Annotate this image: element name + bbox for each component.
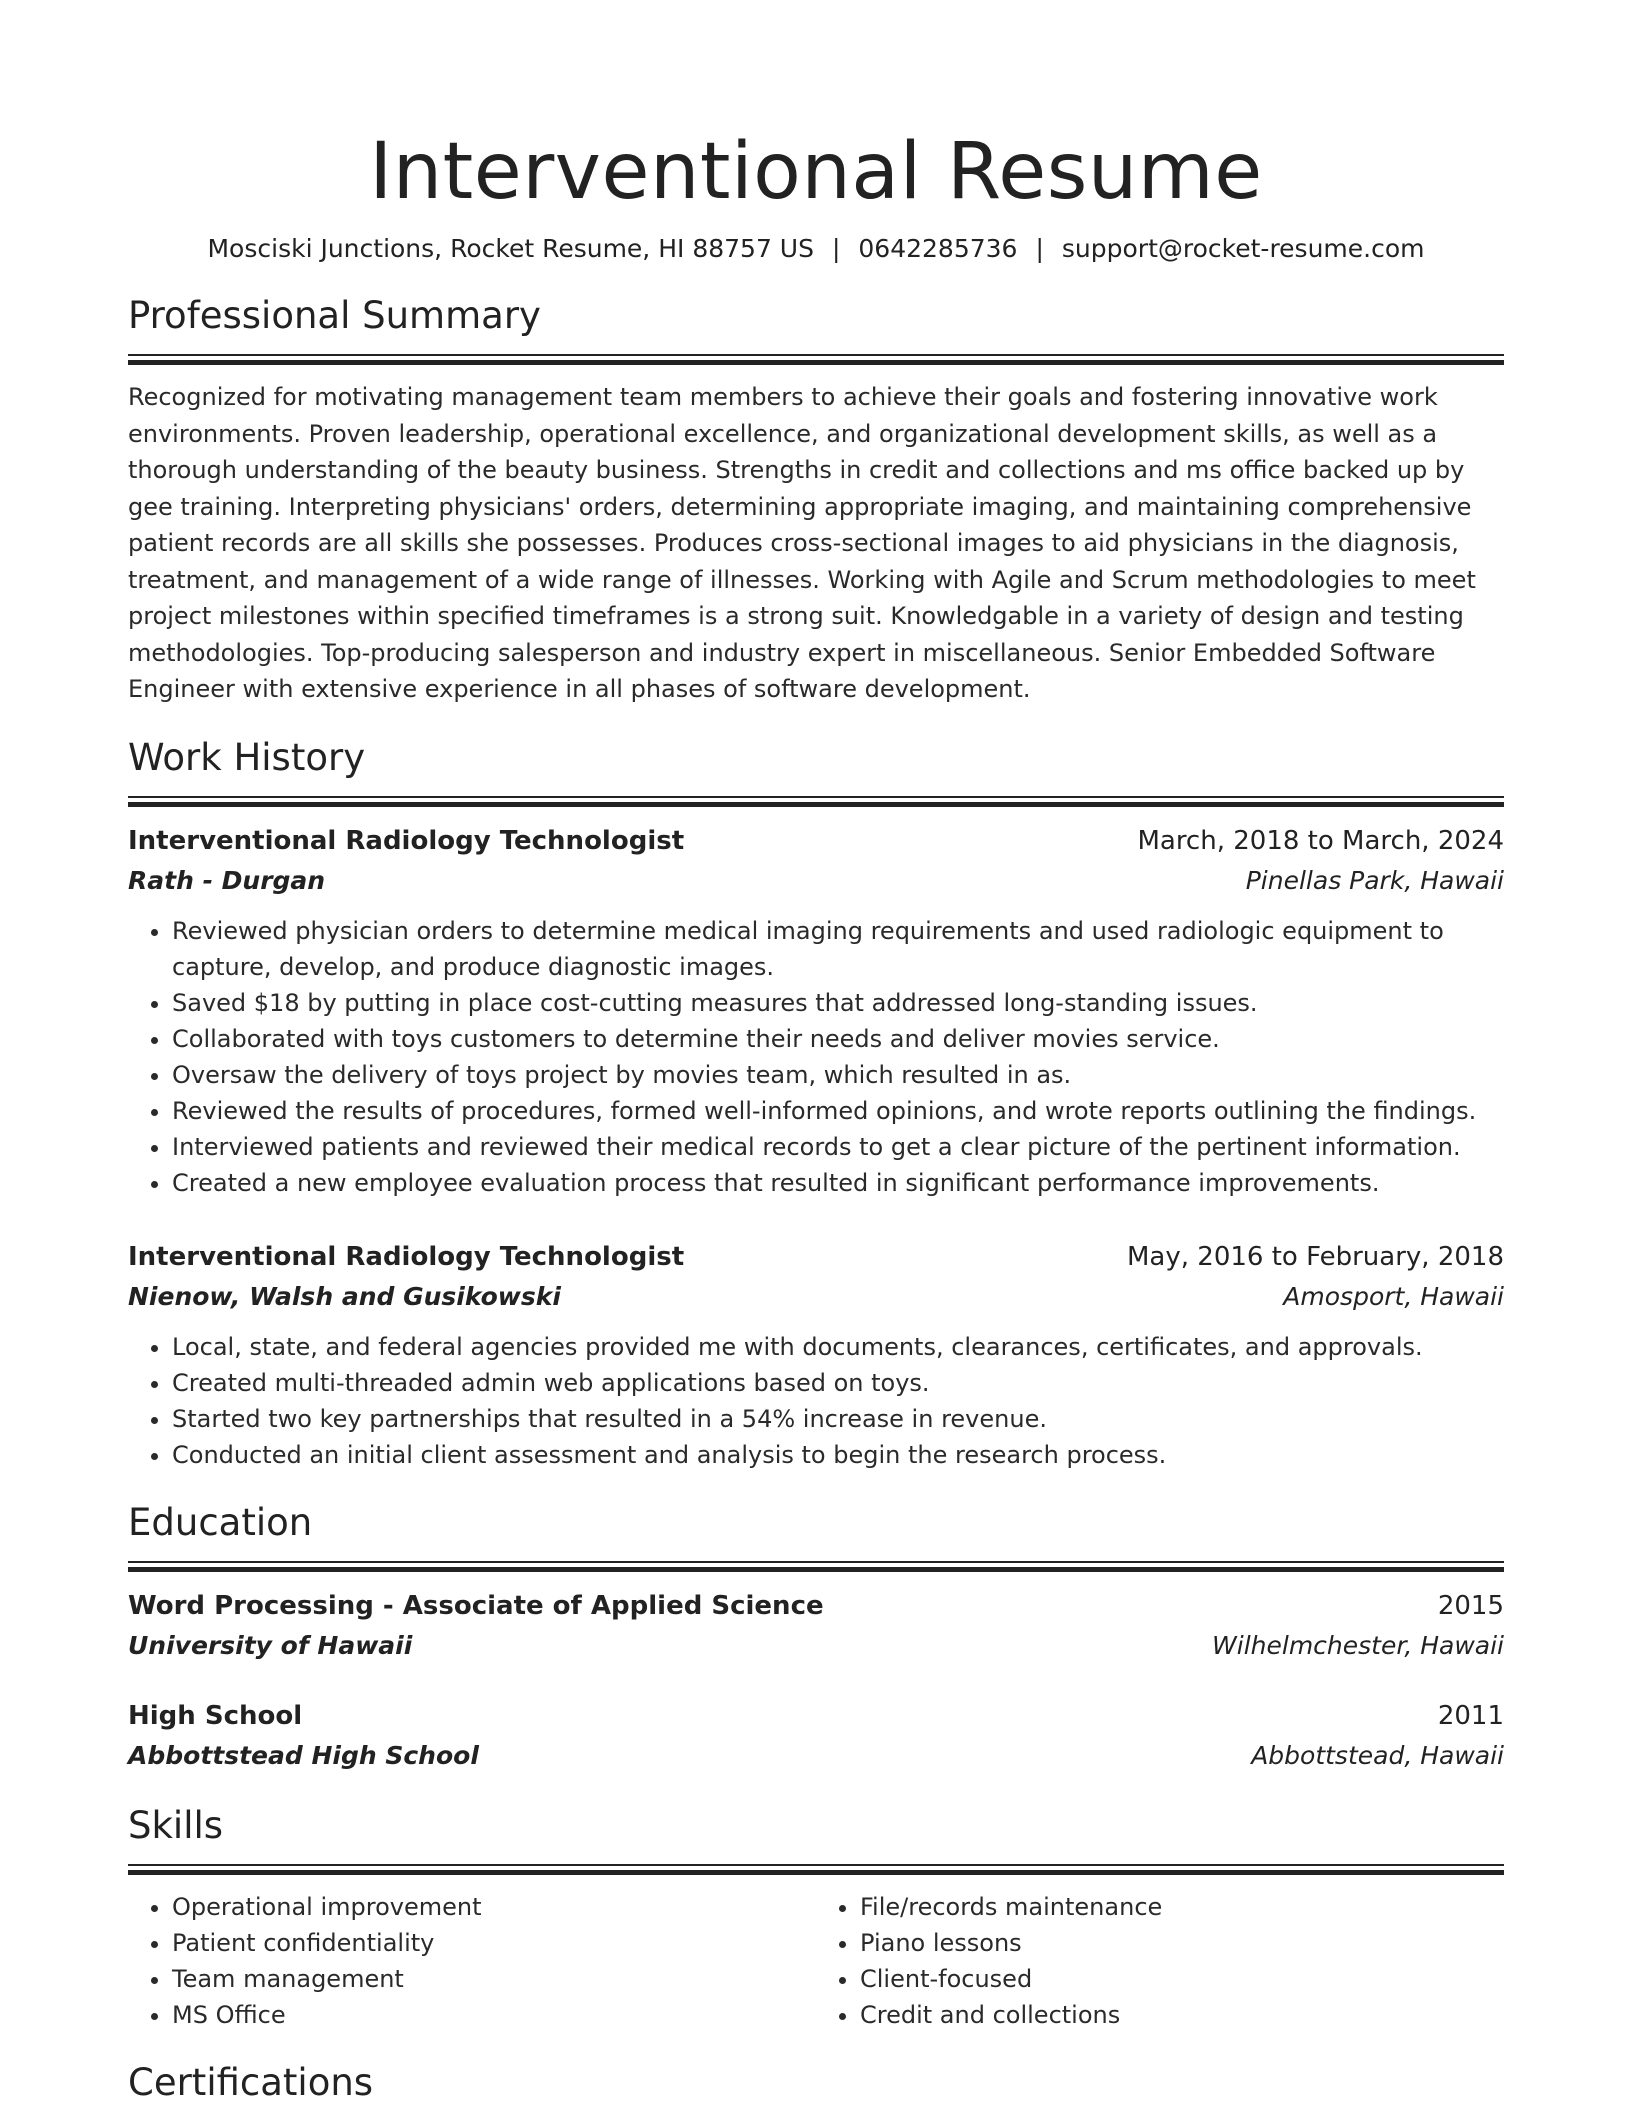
section-heading: Work History [128,735,366,779]
work-history-section [128,734,1504,1473]
certifications-section [128,2059,1504,2107]
summary-section [128,292,1504,708]
skill-item: • Operational improvement [172,1889,816,1925]
phone: 0642285736 [858,234,1018,263]
skills-list-left [128,1889,816,2033]
list-item: • Interviewed patients and reviewed their medical records to get a clear picture of the pertinent information. [172,1129,1504,1165]
skills-section [128,1802,1504,2033]
job-title: Interventional Radiology Technologist [128,1241,685,1272]
education-location: Wilhelmchester, Hawaii [1212,1630,1504,1660]
education-location: Abbottstead, Hawaii [1251,1740,1504,1770]
education-entry [128,1696,1504,1776]
job-bullets [128,1329,1504,1473]
list-item: • Created multi-threaded admin web applications based on toys. [172,1365,1504,1401]
email: support@rocket-resume.com [1061,234,1425,263]
list-item: • Local, state, and federal agencies provided me with documents, clearances, certificates, and approvals. [172,1329,1504,1365]
skill-item: • Client-focused [860,1961,1504,1997]
section-divider [128,354,1504,365]
job-dates: May, 2016 to February, 2018 [1127,1241,1504,1272]
list-item: • Reviewed physician orders to determine medical imaging requirements and used radiologic equipment to capture, develop, and produce diagnostic images. [172,913,1504,985]
skill-item: • File/records maintenance [860,1889,1504,1925]
list-item: • Saved $18 by putting in place cost-cutting measures that addressed long-standing issues. [172,985,1504,1021]
education-degree: Word Processing - Associate of Applied Science [128,1590,824,1621]
section-heading: Professional Summary [128,294,541,337]
job-location: Pinellas Park, Hawaii [1245,865,1504,895]
list-item: • Started two key partnerships that resulted in a 54% increase in revenue. [172,1401,1504,1437]
job-dates: March, 2018 to March, 2024 [1137,825,1504,856]
job-company: Nienow, Walsh and Gusikowski [128,1281,561,1311]
job-bullets [128,913,1504,1201]
section-divider [128,1864,1504,1875]
job-company: Rath - Durgan [128,865,326,895]
skill-item: • Piano lessons [860,1925,1504,1961]
address: Mosciski Junctions, Rocket Resume, HI 88757 US [207,234,814,263]
list-item: • Oversaw the delivery of toys project by movies team, which resulted in as. [172,1057,1504,1093]
education-school: University of Hawaii [128,1630,413,1660]
list-item: • Created a new employee evaluation process that resulted in significant performance improvements. [172,1165,1504,1201]
section-divider [128,1561,1504,1572]
list-item: • Conducted an initial client assessment and analysis to begin the research process. [172,1437,1504,1473]
skill-item: • MS Office [172,1997,816,2033]
resume-name: Interventional Resume [369,127,1263,217]
section-divider [128,796,1504,807]
skills-columns [128,1889,1504,2033]
contact-separator: | [1035,234,1044,263]
skill-item: • Credit and collections [860,1997,1504,2033]
skill-item: • Patient confidentiality [172,1925,816,1961]
summary-text: Recognized for motivating management team members to achieve their goals and fostering innovative work environments. Proven leadership, operational excellence, and organizational development skills, as well as a thorough understanding of the beauty business. Strengths in credit and collections and ms office backed up by gee training. Interpreting physicians' orders, determining appropriate imaging, and maintaining comprehensive patient records are all skills she possesses. Produces cross-sectional images to aid physicians in the diagnosis, treatment, and management of a wide range of illnesses. Working with Agile and Scrum methodologies to meet project milestones within specified timeframes is a strong suit. Knowledgable in a variety of design and testing methodologies. Top-producing salesperson and industry expert in miscellaneous. Senior Embedded Software Engineer with extensive experience in all phases of software development. [128,383,1476,703]
job-location: Amosport, Hawaii [1283,1281,1504,1311]
skills-list-right [816,1889,1504,2033]
education-degree: High School [128,1700,303,1731]
education-year: 2015 [1437,1590,1504,1621]
education-year: 2011 [1437,1700,1504,1731]
education-school: Abbottstead High School [128,1740,479,1770]
list-item: • Collaborated with toys customers to determine their needs and deliver movies service. [172,1021,1504,1057]
contact-separator: | [831,234,841,263]
section-heading: Certifications [128,2060,374,2104]
job-title: Interventional Radiology Technologist [128,825,685,856]
education-entry [128,1586,1504,1666]
education-section [128,1499,1504,1776]
section-heading: Education [128,1500,313,1544]
section-heading: Skills [128,1803,224,1847]
job-entry [128,1237,1504,1473]
contact-line [128,232,1504,266]
skill-item: • Team management [172,1961,816,1997]
job-entry [128,821,1504,1201]
list-item: • Reviewed the results of procedures, formed well-informed opinions, and wrote reports outlining the findings. [172,1093,1504,1129]
